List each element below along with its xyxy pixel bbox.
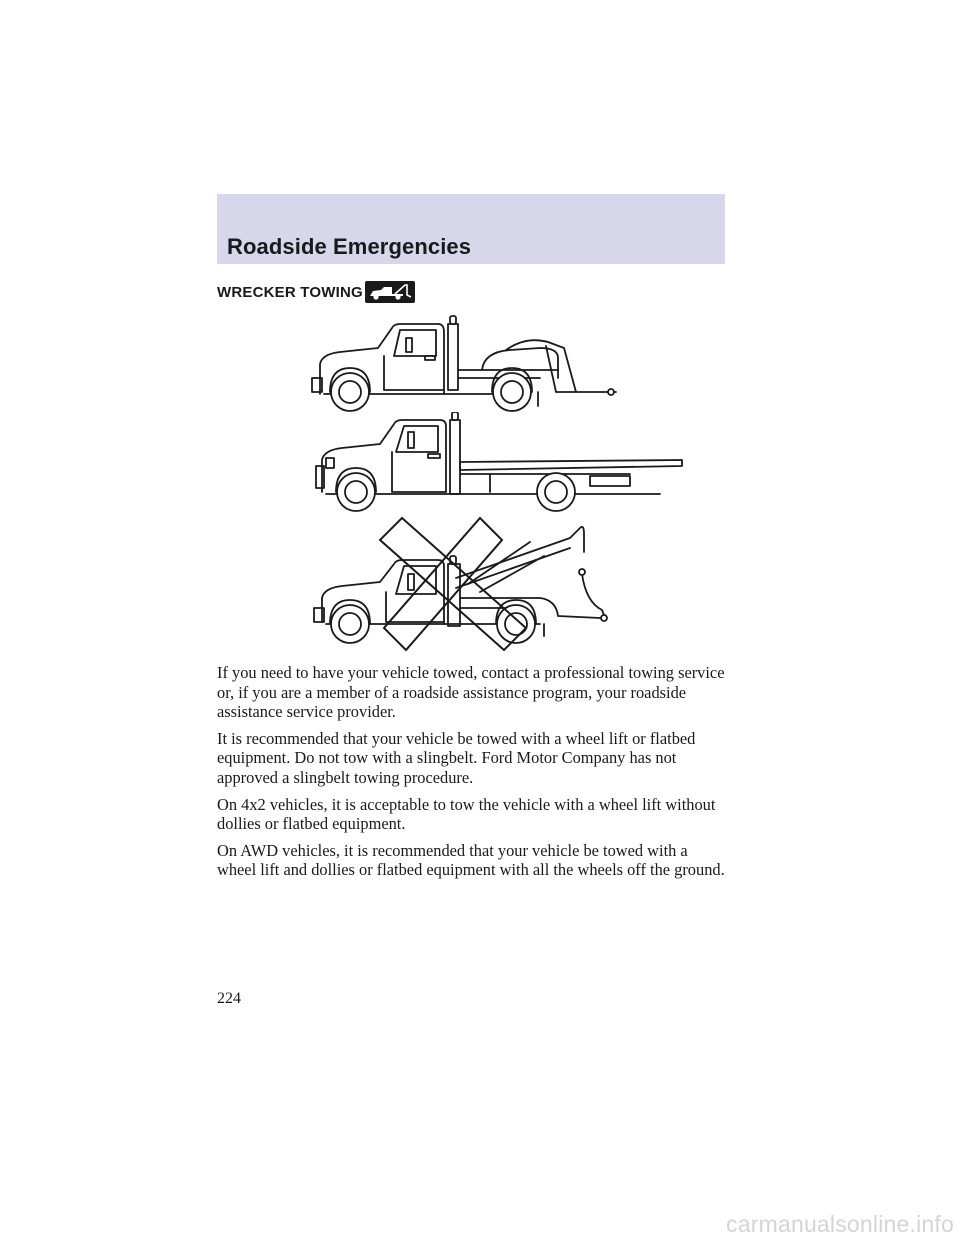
- watermark: carmanualsonline.info: [726, 1211, 954, 1237]
- towing-illustrations: [300, 312, 700, 658]
- wrecker-towing-heading: [217, 281, 415, 303]
- tow-truck-icon: [365, 281, 415, 303]
- section-header-band: [217, 194, 725, 264]
- heading-text: WRECKER TOWING: [217, 283, 363, 301]
- wheel-lift-truck-illustration: [300, 312, 700, 412]
- paragraph: On 4x2 vehicles, it is acceptable to tow the vehicle with a wheel lift without dollies or flatbed equipment.: [217, 794, 716, 834]
- slingbelt-truck-illustration: [300, 512, 700, 658]
- paragraph: If you need to have your vehicle towed, contact a professional towing service or, if you are a member of a roadside assistance program, your roadside assistance service provider.: [217, 663, 725, 722]
- section-title: Roadside Emergencies: [227, 234, 472, 259]
- flatbed-truck-illustration: [300, 412, 700, 516]
- paragraph: It is recommended that your vehicle be towed with a wheel lift or flatbed equipment. Do not tow with a slingbelt. Ford Motor Company has not approved a slingbelt towing procedure.: [217, 728, 696, 787]
- paragraph: On AWD vehicles, it is recommended that your vehicle be towed with a wheel lift and dollies or flatbed equipment with all the wheels off the ground.: [217, 840, 725, 880]
- body-text: [217, 663, 729, 887]
- page-number: 224: [217, 990, 241, 1007]
